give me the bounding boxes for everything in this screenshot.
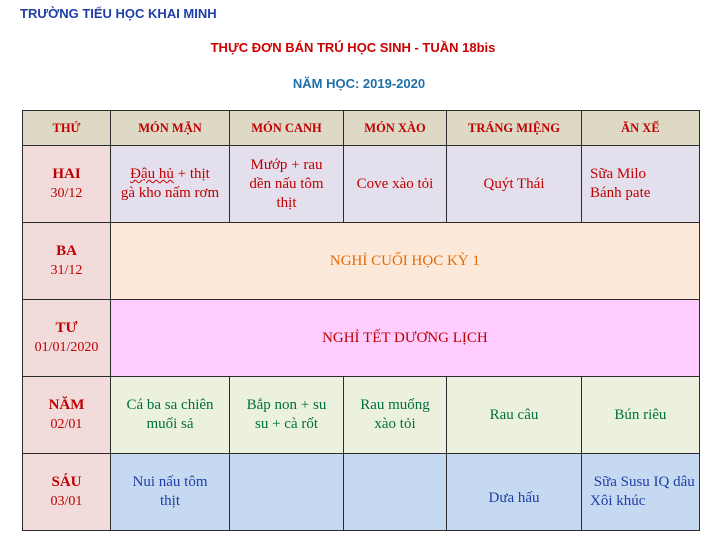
col-header-day: THỨ <box>23 111 111 146</box>
stir-fry-cell <box>344 377 447 454</box>
day-cell <box>23 223 111 300</box>
main-dish-text: muối sả <box>146 416 194 432</box>
holiday-note-text: NGHỈ TẾT DƯƠNG LỊCH <box>322 329 488 346</box>
soup-text: dền nấu tôm <box>249 175 324 192</box>
school-year: NĂM HỌC: 2019-2020 <box>292 76 426 91</box>
main-dish-cell <box>111 454 230 531</box>
snack-text: Bánh pate <box>590 185 651 201</box>
snack-text: Sữa Milo <box>590 166 647 182</box>
main-dish-cell <box>111 146 230 223</box>
soup-cell <box>230 454 344 531</box>
day-date: 31/12 <box>50 263 83 278</box>
day-date: 30/12 <box>50 186 83 201</box>
dessert-cell <box>447 377 582 454</box>
main-dish-text: thịt <box>159 493 180 509</box>
main-dish-text: + thịt <box>173 166 210 182</box>
main-dish-text: Đậu hủ <box>130 166 174 182</box>
soup-text: thịt <box>276 194 297 211</box>
snack-cell <box>582 454 700 531</box>
snack-text: Sữa Susu IQ dâu <box>590 474 695 490</box>
col-header-snack: ĂN XẾ <box>582 111 700 146</box>
snack-cell <box>582 146 700 223</box>
table-row <box>23 223 700 300</box>
header-row <box>23 111 700 146</box>
table-row <box>23 454 700 531</box>
day-name: BA <box>56 243 77 259</box>
snack-text: Bún riêu <box>614 406 667 423</box>
lunch-menu-table <box>22 110 700 531</box>
dessert-cell <box>447 146 582 223</box>
holiday-note <box>111 223 700 300</box>
dessert-text: Quýt Thái <box>483 175 545 192</box>
stir-fry-cell <box>344 454 447 531</box>
soup-text: Bắp non + su <box>246 397 327 413</box>
day-date: 02/01 <box>50 417 83 432</box>
stir-fry-text: Rau muống <box>360 397 430 413</box>
day-cell <box>23 300 111 377</box>
holiday-note <box>111 300 700 377</box>
stir-fry-text: xào tỏi <box>374 416 416 432</box>
day-name: TƯ <box>55 320 78 336</box>
col-header-main-dish: MÓN MẶN <box>111 111 230 146</box>
soup-cell <box>230 146 344 223</box>
day-cell <box>23 146 111 223</box>
day-name: SÁU <box>51 474 82 490</box>
holiday-note-text: NGHỈ CUỐI HỌC KỲ 1 <box>329 252 480 269</box>
snack-cell <box>582 377 700 454</box>
soup-cell <box>230 377 344 454</box>
main-dish-text: gà kho nấm rơm <box>120 185 220 201</box>
dessert-text: Rau câu <box>489 406 539 423</box>
dessert-cell <box>447 454 582 531</box>
col-header-dessert: TRÁNG MIỆNG <box>447 111 582 146</box>
stir-fry-text: Cove xào tỏi <box>356 175 434 192</box>
day-date: 03/01 <box>50 494 83 509</box>
menu-title: THỰC ĐƠN BÁN TRÚ HỌC SINH - TUẦN 18bis <box>210 40 496 55</box>
main-dish-cell <box>111 377 230 454</box>
dessert-text: Dưa hấu <box>488 489 540 506</box>
col-header-soup: MÓN CANH <box>230 111 344 146</box>
day-cell <box>23 377 111 454</box>
day-date: 01/01/2020 <box>34 340 99 355</box>
soup-text: su + cà rốt <box>254 416 319 432</box>
col-header-stir-fry: MÓN XÀO <box>344 111 447 146</box>
main-dish-text: Nui nấu tôm <box>132 474 208 490</box>
table-row <box>23 300 700 377</box>
table-row <box>23 146 700 223</box>
day-name: HAI <box>52 166 81 182</box>
school-name: TRƯỜNG TIỂU HỌC KHAI MINH <box>20 6 217 21</box>
day-cell <box>23 454 111 531</box>
main-dish-text: Cá ba sa chiên <box>126 397 214 413</box>
soup-text: Mướp + rau <box>250 156 323 173</box>
day-name: NĂM <box>48 397 85 413</box>
table-row <box>23 377 700 454</box>
snack-text: Xôi khúc <box>590 493 646 509</box>
stir-fry-cell <box>344 146 447 223</box>
